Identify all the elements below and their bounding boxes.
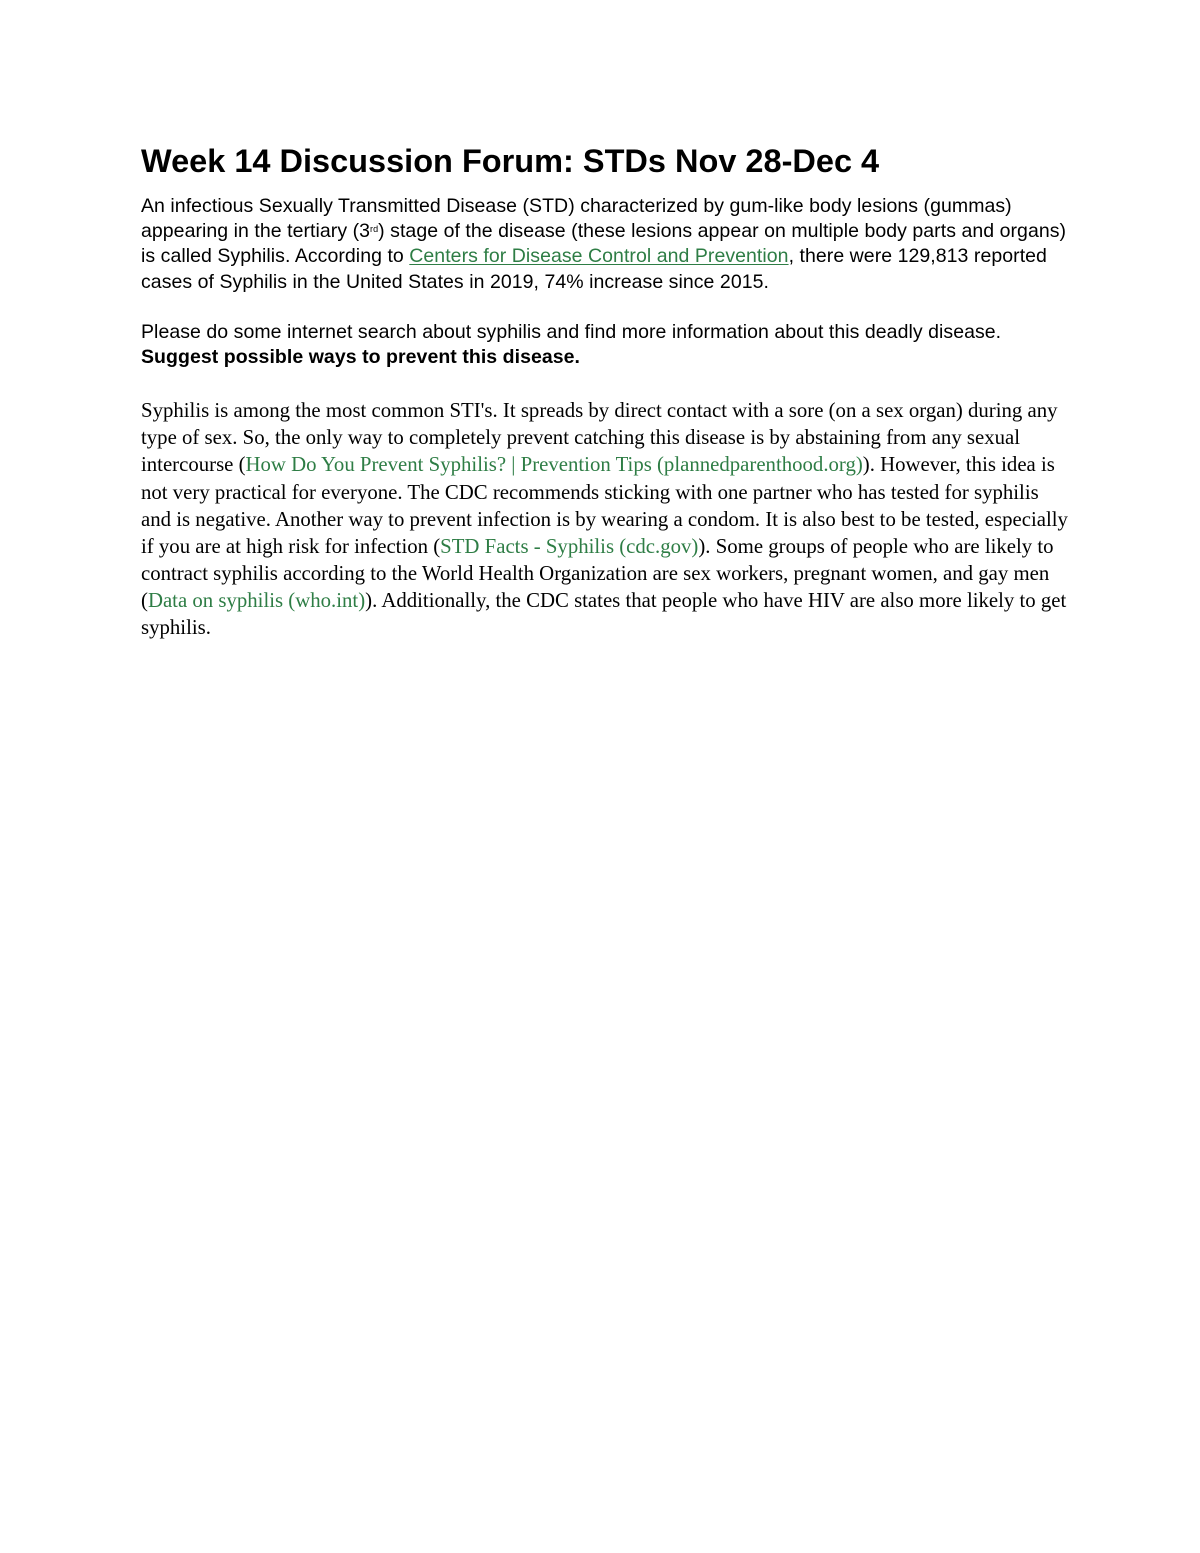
who-data-link[interactable]: Data on syphilis (who.int)	[147, 588, 366, 612]
response-text-1: Syphilis is among the most common STI's. It spreads by direct contact with a sore (on a sex organ) during any type of sex. So, the only way to completely prevent catching this disease is by abstaining from any sexual intercourse (	[141, 399, 1058, 477]
response-text-3: ). Some groups of people who are likely to contract syphilis according to the World Health Organization are sex workers, pregnant women, and gay men (	[141, 534, 1054, 612]
response-text-2: ). However, this idea is not very practical for everyone. The CDC recommends sticking with one partner who has tested for syphilis and is negative. Another way to prevent infection is by wearing a condom. It is also best to be tested, especially if you are at high risk for infection (	[141, 453, 1068, 558]
prompt-text: Please do some internet search about syphilis and find more information about this deadly disease.	[141, 320, 1002, 343]
intro-text-2: ) stage of the disease (these lesions appear on multiple body parts and organs) is called Syphilis. According to	[141, 220, 1067, 268]
intro-text-3: , there were 129,813 reported cases of Syphilis in the United States in 2019, 74% increase since 2015.	[141, 245, 1047, 293]
response-text-4: ). Additionally, the CDC states that people who have HIV are also more likely to get syphilis.	[141, 588, 1067, 639]
page-title: Week 14 Discussion Forum: STDs Nov 28-Dec 4	[141, 143, 880, 179]
cdc-std-facts-link[interactable]: STD Facts - Syphilis (cdc.gov)	[440, 534, 699, 558]
plannedparenthood-link[interactable]: How Do You Prevent Syphilis? | Prevention Tips (plannedparenthood.org)	[245, 453, 863, 477]
response-paragraph	[141, 397, 1071, 641]
prompt-bold-instruction: Suggest possible ways to prevent this disease.	[141, 346, 581, 369]
document-page	[141, 138, 1071, 641]
intro-paragraph	[141, 194, 1071, 295]
ordinal-superscript: rd	[370, 224, 379, 235]
cdc-link[interactable]: Centers for Disease Control and Prevention	[409, 245, 789, 268]
prompt-paragraph	[141, 320, 1071, 370]
intro-text-1: An infectious Sexually Transmitted Disease (STD) characterized by gum-like body lesions (gummas) appearing in the tertiary (3	[141, 195, 1012, 243]
